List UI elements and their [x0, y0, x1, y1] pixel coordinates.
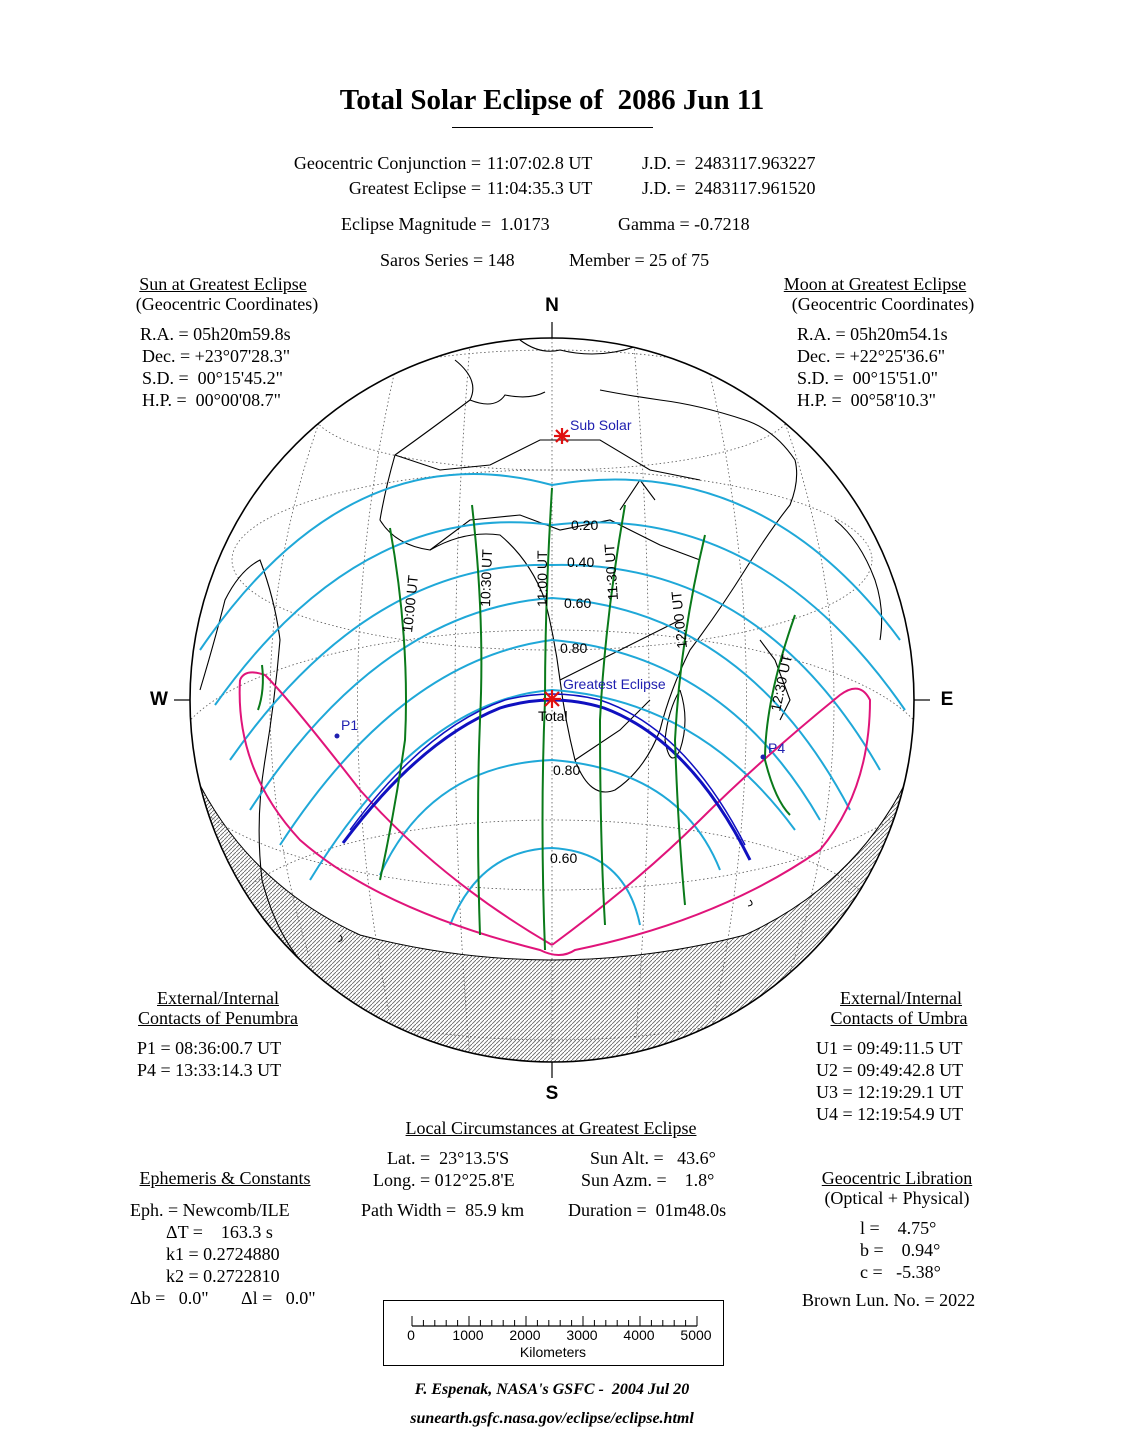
sub-solar-marker [554, 428, 570, 444]
ephemeris-eph: Eph. = Newcomb/ILE [130, 1200, 290, 1220]
sun-sd: S.D. = 00°15'45.2" [142, 368, 283, 388]
penumbra-heading-2: Contacts of Penumbra [138, 1008, 298, 1028]
greatest-label: Greatest Eclipse = [348, 178, 481, 198]
umbra-heading-2: Contacts of Umbra [830, 1008, 968, 1028]
time-label-1200: 12:00 UT [668, 590, 690, 650]
umbra-u2: U2 = 09:49:42.8 UT [816, 1060, 964, 1080]
ephemeris-delta-l: Δl = 0.0" [241, 1288, 316, 1308]
sun-hp: H.P. = 00°00'08.7" [142, 390, 281, 410]
moon-sd: S.D. = 00°15'51.0" [797, 368, 938, 388]
umbra-heading-1: External/Internal [840, 988, 962, 1008]
moon-dec: Dec. = +22°25'36.6" [797, 346, 946, 366]
local-lat: Lat. = 23°13.5'S [387, 1148, 510, 1168]
geo-conj-label: Geocentric Conjunction = [293, 153, 481, 173]
libration-c: c = -5.38° [860, 1262, 941, 1282]
time-label-1000: 10:00 UT [399, 574, 422, 634]
scale-bar-box [383, 1300, 724, 1366]
scale-label-4000: 4000 [623, 1327, 655, 1343]
greatest-jd: J.D. = 2483117.961520 [642, 178, 816, 198]
compass-west: W [150, 689, 168, 710]
umbra-u4: U4 = 12:19:54.9 UT [816, 1104, 964, 1124]
moon-ra: R.A. = 05h20m54.1s [797, 324, 948, 344]
mag-label-080-south: 0.80 [553, 762, 581, 778]
moon-subheading: (Geocentric Coordinates) [791, 294, 975, 314]
libration-heading: Geocentric Libration [821, 1168, 973, 1188]
umbra-u3: U3 = 12:19:29.1 UT [816, 1082, 964, 1102]
time-label-1030: 10:30 UT [477, 548, 496, 608]
time-label-1100: 11:00 UT [534, 550, 550, 607]
greatest-eclipse-label: Greatest Eclipse [563, 676, 666, 692]
page-title: Total Solar Eclipse of 2086 Jun 11 [339, 84, 765, 116]
scale-label-1000: 1000 [452, 1327, 484, 1343]
scale-label-3000: 3000 [566, 1327, 598, 1343]
local-duration: Duration = 01m48.0s [568, 1200, 727, 1220]
mag-label-060-north: 0.60 [564, 595, 592, 611]
mag-label-040: 0.40 [567, 554, 595, 570]
local-sun-azm: Sun Azm. = 1.8° [581, 1170, 715, 1190]
moon-hp: H.P. = 00°58'10.3" [797, 390, 936, 410]
ephemeris-delta-b: Δb = 0.0" [130, 1288, 209, 1308]
eclipse-magnitude: Eclipse Magnitude = 1.0173 [341, 214, 550, 234]
libration-b: b = 0.94° [860, 1240, 941, 1260]
umbra-u1: U1 = 09:49:11.5 UT [816, 1038, 963, 1058]
mag-label-060-south: 0.60 [550, 850, 578, 866]
time-lines [258, 488, 795, 950]
local-long: Long. = 012°25.8'E [373, 1170, 515, 1190]
saros-member: Member = 25 of 75 [569, 250, 710, 270]
scale-label-5000: 5000 [680, 1327, 712, 1343]
time-label-1130: 11:30 UT [601, 543, 621, 601]
greatest-time: 11:04:35.3 UT [487, 178, 593, 198]
sun-subheading: (Geocentric Coordinates) [135, 294, 319, 314]
gamma: Gamma = -0.7218 [618, 214, 750, 234]
p4-label: P4 [768, 740, 786, 756]
map-label-group [341, 417, 795, 866]
sun-heading: Sun at Greatest Eclipse [139, 274, 307, 294]
scale-label-0: 0 [407, 1327, 415, 1343]
geo-conj-time: 11:07:02.8 UT [487, 153, 593, 173]
ephemeris-k1: k1 = 0.2724880 [166, 1244, 280, 1264]
scale-tick-labels [384, 1327, 725, 1345]
brown-lunation: Brown Lun. No. = 2022 [802, 1290, 976, 1310]
compass-south: S [545, 1083, 559, 1104]
sub-solar-label: Sub Solar [570, 417, 632, 433]
total-label: Total [538, 708, 568, 724]
compass-north: N [545, 295, 559, 316]
ephemeris-k2: k2 = 0.2722810 [166, 1266, 280, 1286]
greatest-eclipse-marker [543, 690, 561, 708]
scale-unit: Kilometers [519, 1344, 587, 1360]
geo-conj-jd: J.D. = 2483117.963227 [642, 153, 816, 173]
compass-east: E [940, 689, 954, 710]
credit-author: F. Espenak, NASA's GSFC - 2004 Jul 20 [414, 1381, 690, 1398]
saros-series: Saros Series = 148 [380, 250, 515, 270]
sun-ra: R.A. = 05h20m59.8s [140, 324, 291, 344]
p1-label: P1 [341, 717, 359, 733]
time-label-1230: 12:30 UT [767, 652, 795, 713]
local-sun-alt: Sun Alt. = 43.6° [590, 1148, 716, 1168]
scale-label-2000: 2000 [509, 1327, 541, 1343]
penumbra-p1: P1 = 08:36:00.7 UT [137, 1038, 282, 1058]
ephemeris-delta-t: ΔT = 163.3 s [166, 1222, 273, 1242]
penumbra-p4: P4 = 13:33:14.3 UT [137, 1060, 282, 1080]
mag-label-020: 0.20 [571, 517, 599, 533]
libration-subheading: (Optical + Physical) [824, 1188, 970, 1208]
moon-heading: Moon at Greatest Eclipse [783, 274, 967, 294]
libration-l: l = 4.75° [860, 1218, 937, 1238]
ephemeris-heading: Ephemeris & Constants [139, 1168, 311, 1188]
credit-url: sunearth.gsfc.nasa.gov/eclipse/eclipse.html [410, 1410, 694, 1427]
local-heading: Local Circumstances at Greatest Eclipse [405, 1118, 697, 1138]
mag-label-080-north: 0.80 [560, 640, 588, 656]
penumbra-heading-1: External/Internal [157, 988, 279, 1008]
local-path-width: Path Width = 85.9 km [361, 1200, 525, 1220]
sun-dec: Dec. = +23°07'28.3" [142, 346, 291, 366]
contact-markers [335, 734, 766, 760]
